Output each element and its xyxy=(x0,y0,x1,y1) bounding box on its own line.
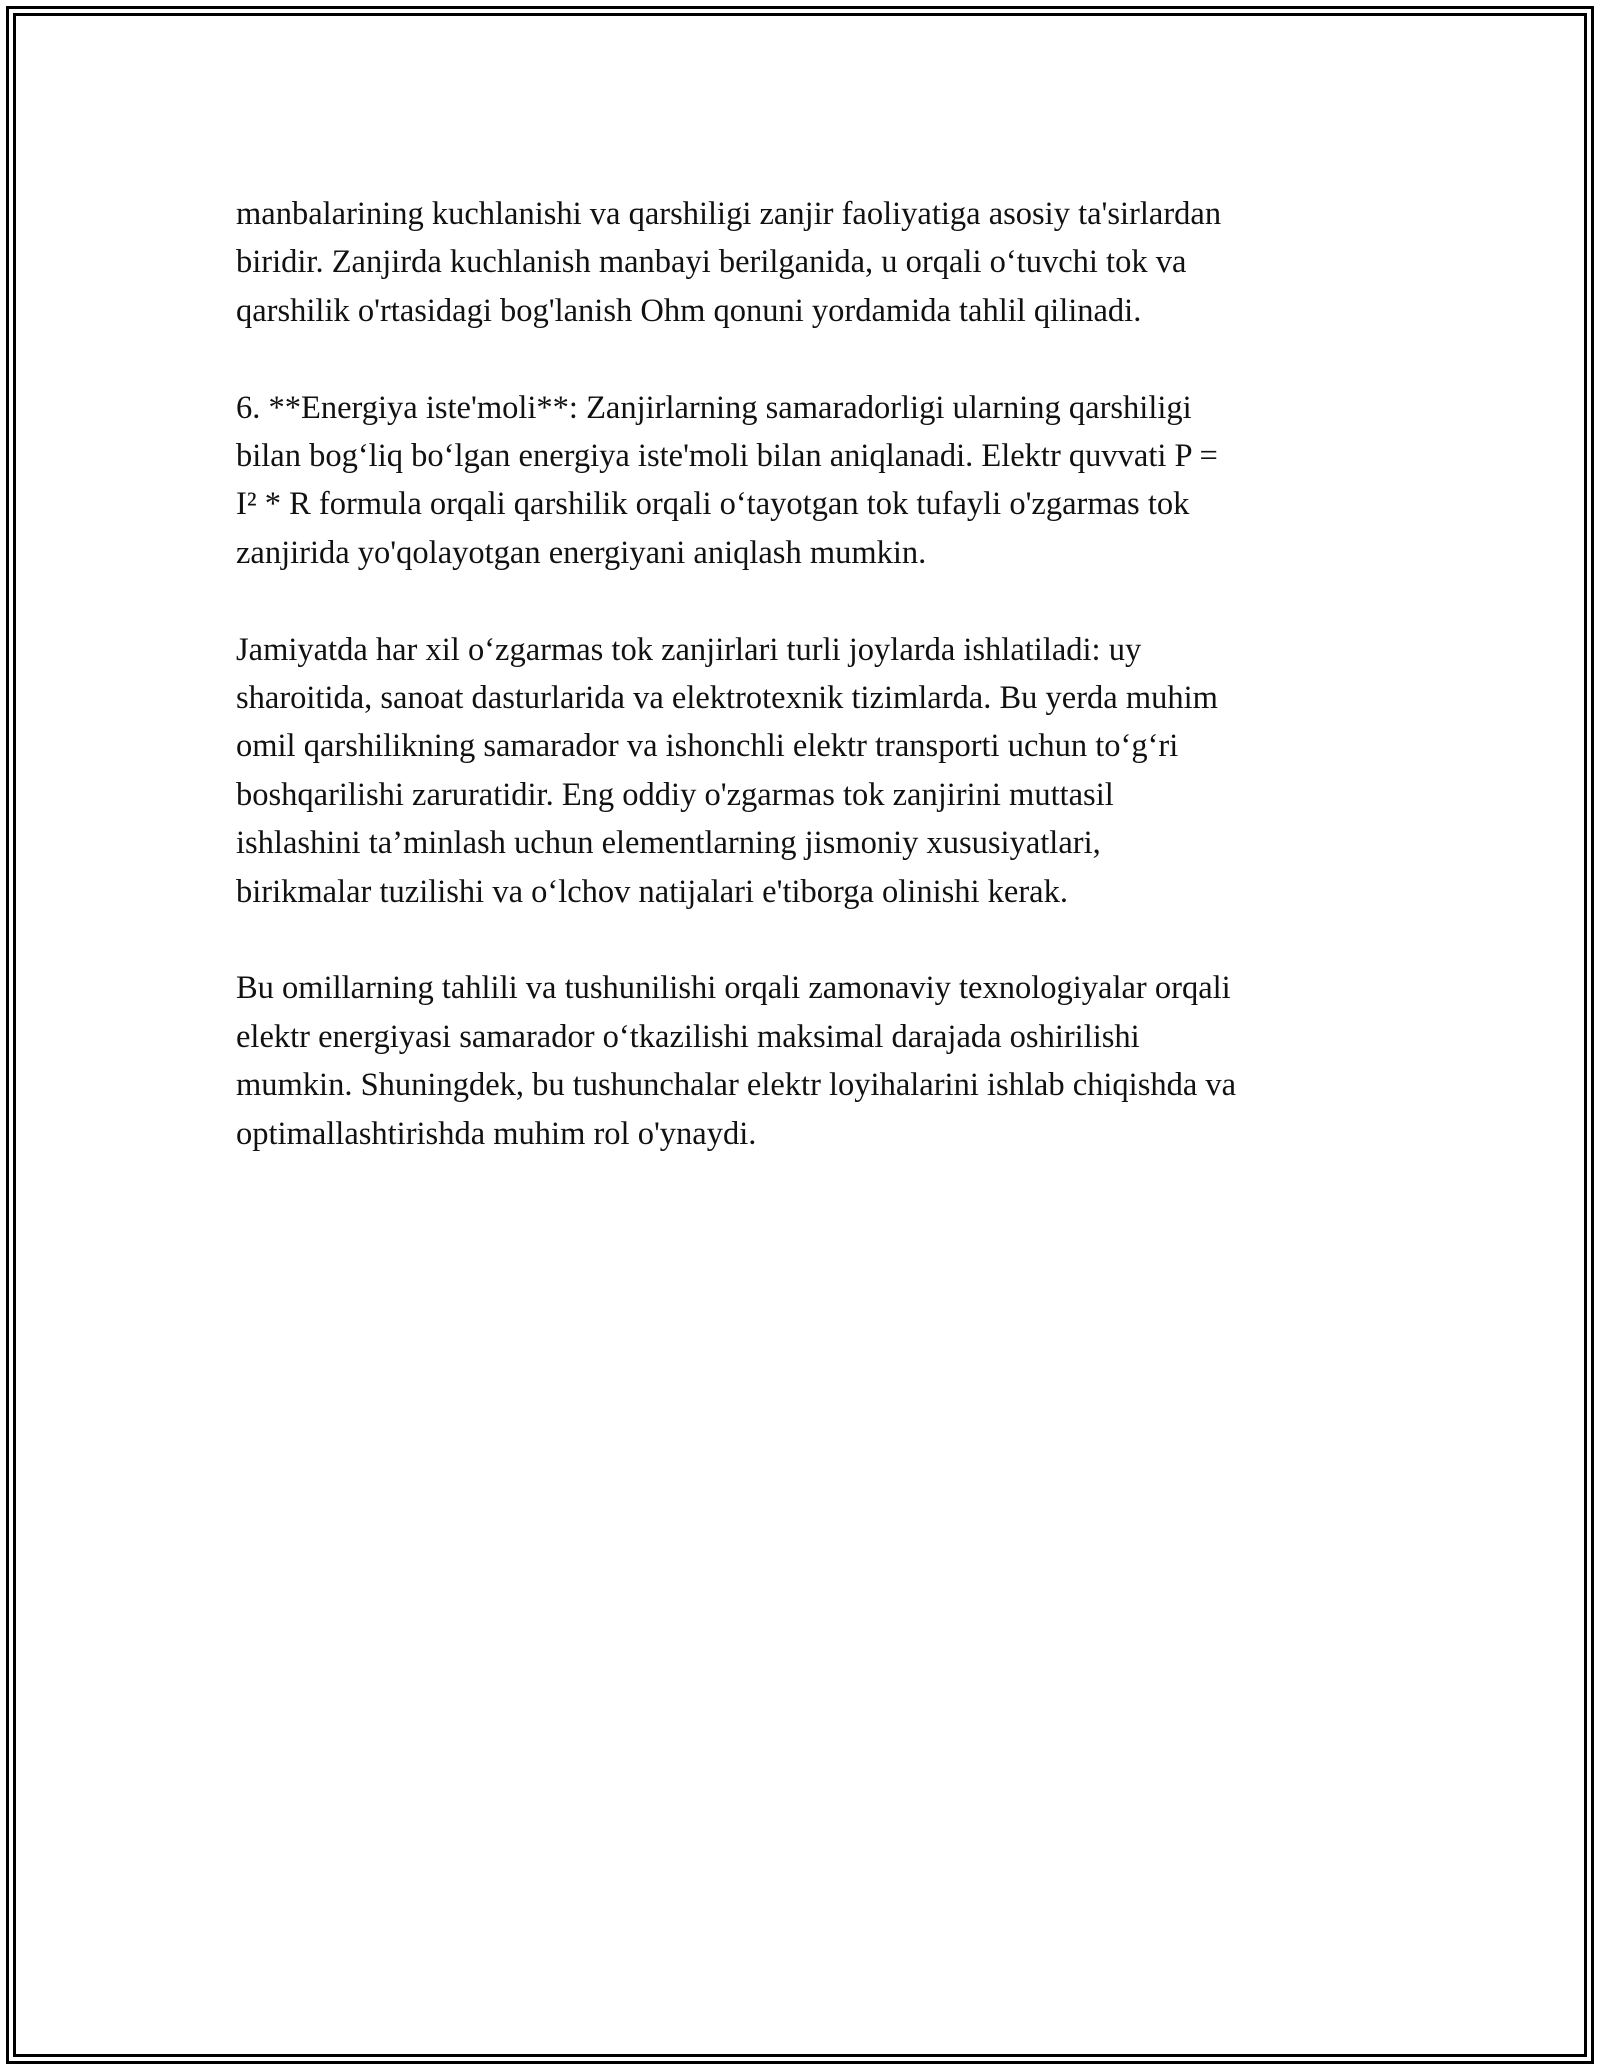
text-line: elektr energiyasi samarador o‘tkazilishi maksimal darajada oshirilishi xyxy=(236,1018,1140,1055)
text-line: I² * R formula orqali qarshilik orqali o‘tayotgan tok tufayli o'zgarmas tok xyxy=(236,486,1190,523)
text-line: optimallashtirishda muhim rol o'ynaydi. xyxy=(236,1115,757,1152)
paragraph-voltage-sources xyxy=(236,190,1376,335)
text-line: boshqarilishi zaruratidir. Eng oddiy o'zgarmas tok zanjirini muttasil xyxy=(236,776,1114,813)
text-line: 6. **Energiya iste'moli**: Zanjirlarning samaradorligi ularning qarshiligi xyxy=(236,389,1192,426)
text-line: omil qarshilikning samarador va ishonchli elektr transporti uchun to‘g‘ri xyxy=(236,728,1179,765)
text-line: ishlashini ta’minlash uchun elementlarning jismoniy xususiyatlari, xyxy=(236,825,1101,862)
text-line: qarshilik o'rtasidagi bog'lanish Ohm qonuni yordamida tahlil qilinadi. xyxy=(236,292,1142,329)
text-line: mumkin. Shuningdek, bu tushunchalar elektr loyihalarini ishlab chiqishda va xyxy=(236,1067,1237,1104)
text-line: Jamiyatda har xil o‘zgarmas tok zanjirlari turli joylarda ishlatiladi: uy xyxy=(236,631,1142,668)
text-line: bilan bog‘liq bo‘lgan energiya iste'moli bilan aniqlanadi. Elektr quvvati P = xyxy=(236,438,1218,475)
paragraph-society-usage xyxy=(236,626,1376,916)
text-line: sharoitida, sanoat dasturlarida va elektrotexnik tizimlarda. Bu yerda muhim xyxy=(236,680,1218,717)
text-line: zanjirida yo'qolayotgan energiyani aniqlash mumkin. xyxy=(236,534,927,571)
text-line: biridir. Zanjirda kuchlanish manbayi berilganida, u orqali o‘tuvchi tok va xyxy=(236,244,1187,281)
paragraph-conclusion xyxy=(236,964,1376,1158)
text-line: birikmalar tuzilishi va o‘lchov natijalari e'tiborga olinishi kerak. xyxy=(236,873,1068,910)
paragraph-energy-consumption xyxy=(236,384,1376,578)
text-line: Bu omillarning tahlili va tushunilishi orqali zamonaviy texnologiyalar orqali xyxy=(236,970,1231,1007)
text-line: manbalarining kuchlanishi va qarshiligi zanjir faoliyatiga asosiy ta'sirlardan xyxy=(236,196,1222,232)
document-body xyxy=(236,190,1376,1206)
